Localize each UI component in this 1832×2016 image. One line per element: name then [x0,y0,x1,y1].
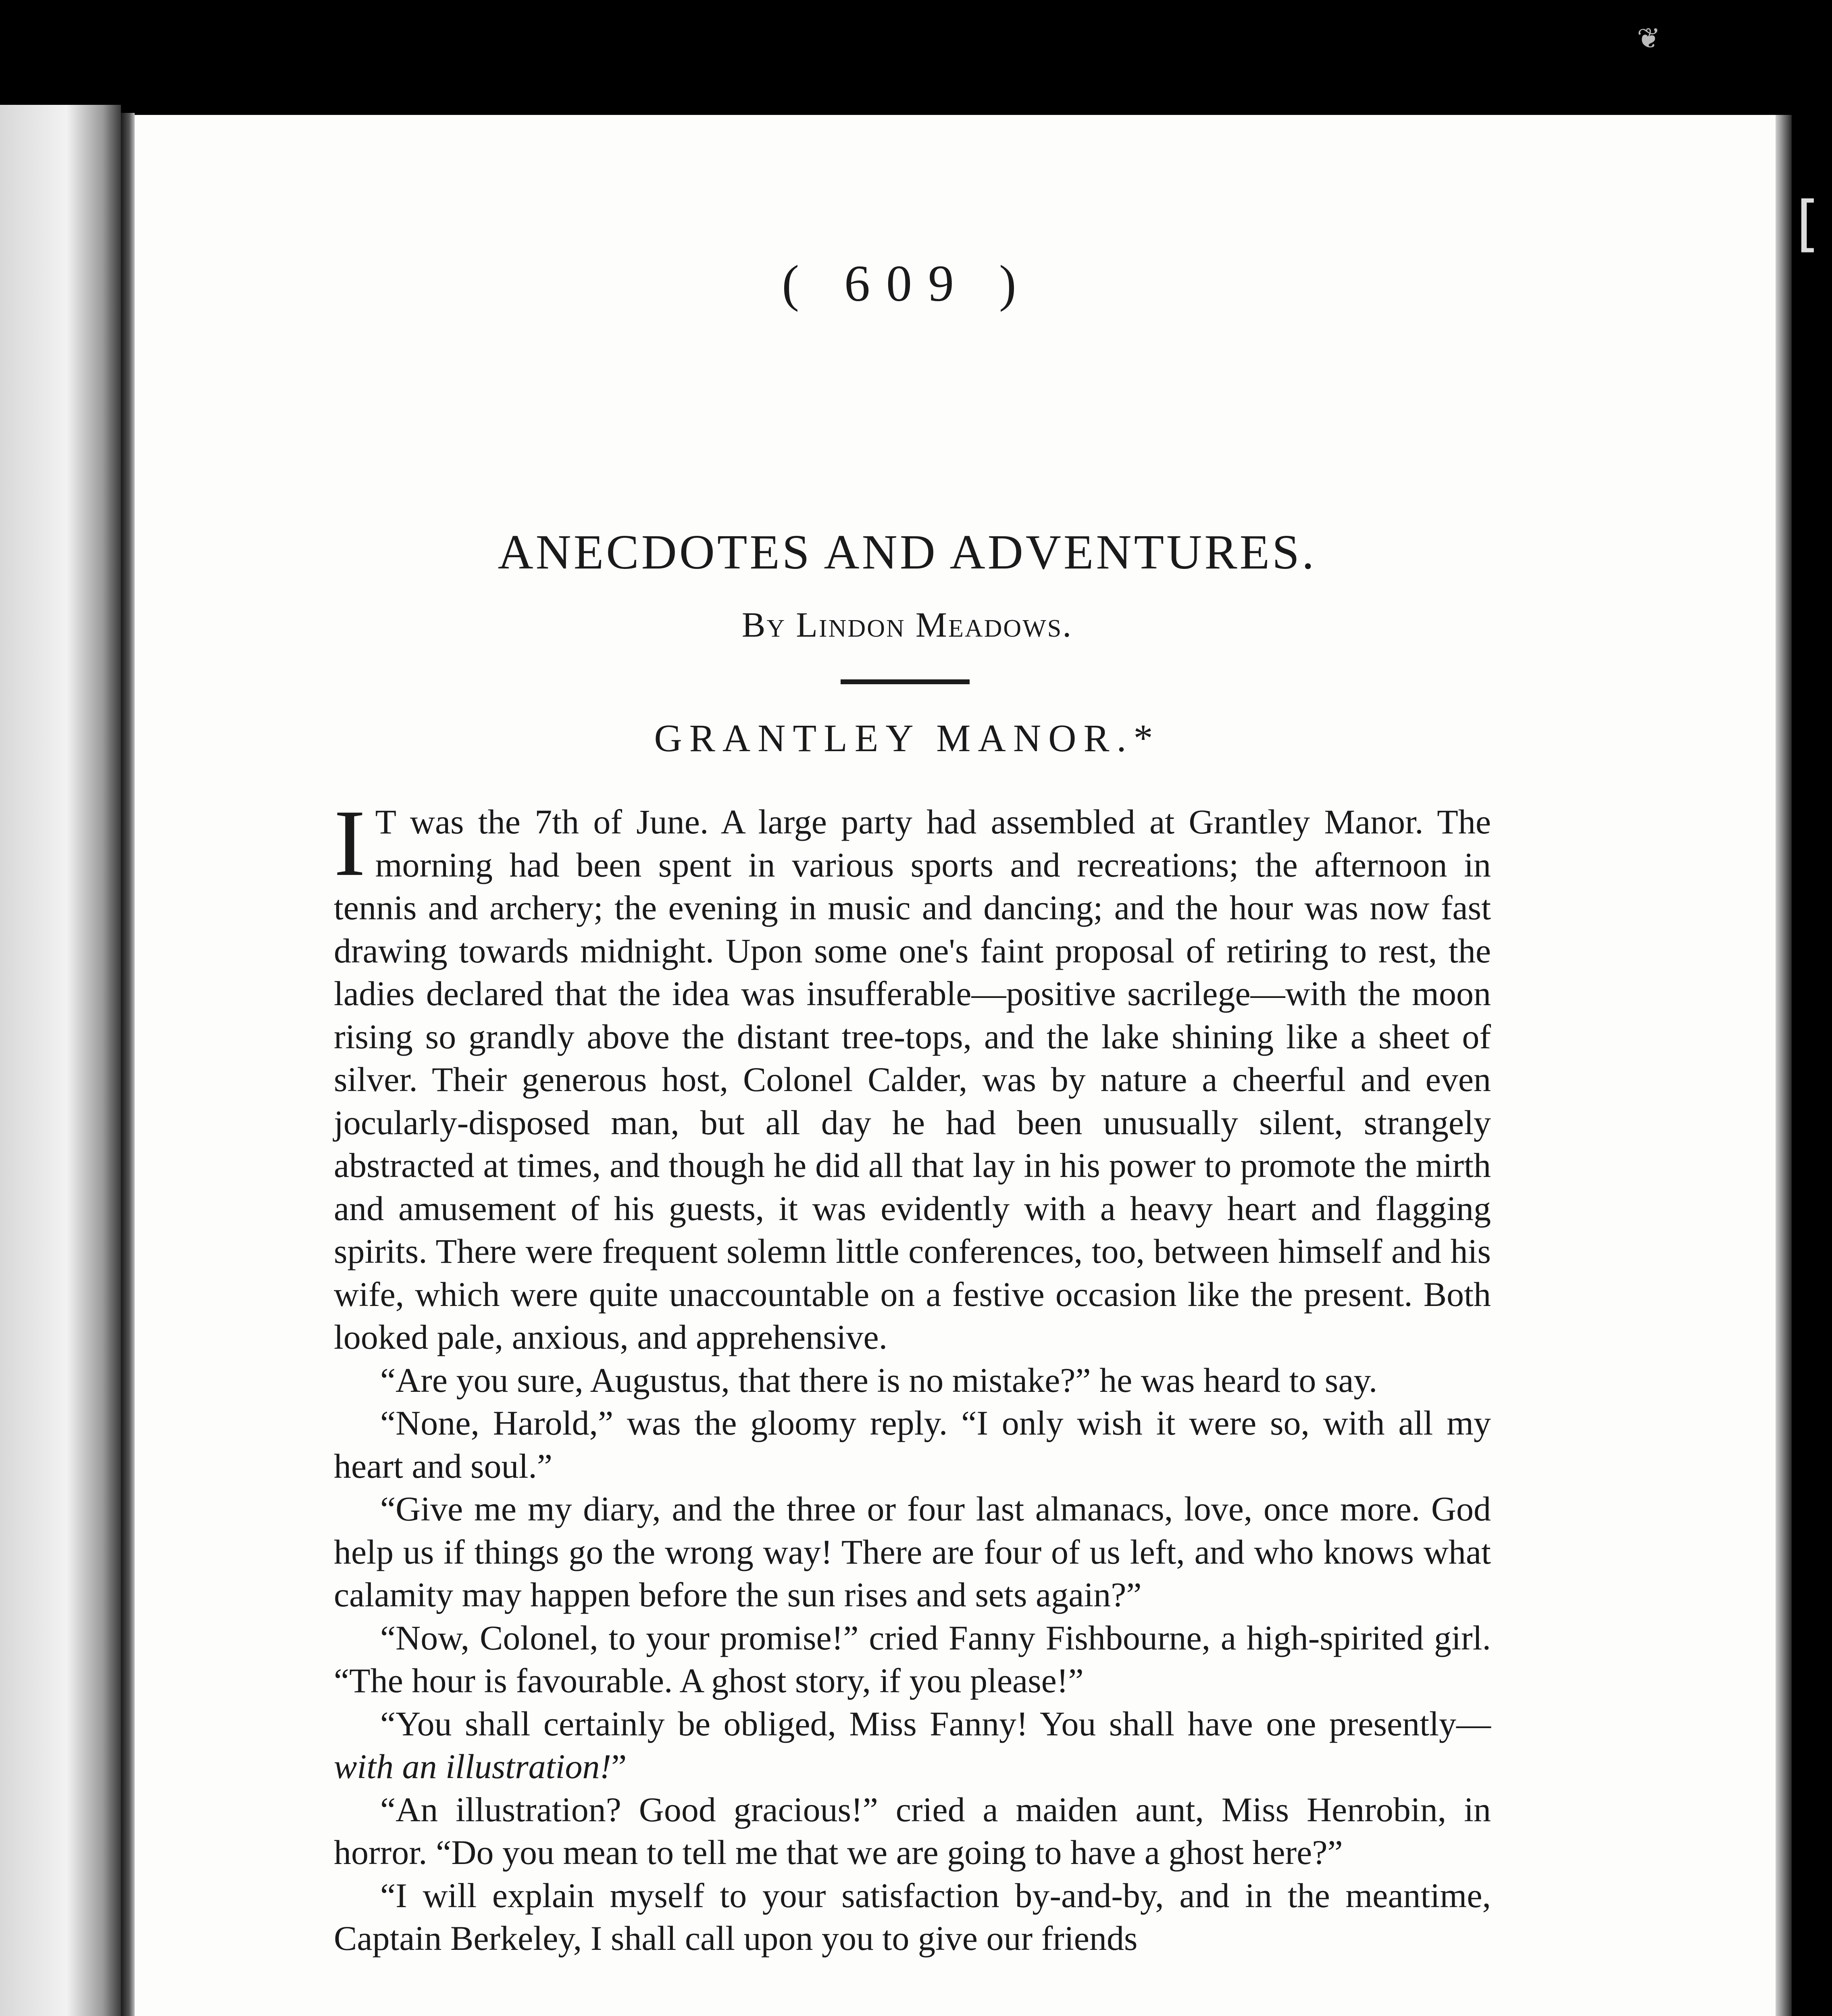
paragraph-text: T was the 7th of June. A large party had assembled at Grantley Manor. The morning had been spent in various sports and recreations; the afternoon in tennis and archery; the evening in music and dancing; and the hour was now fast drawing towards midnight. Upon some one's faint proposal of retiring to rest, the ladies declared that the idea was insufferable—positive sacrilege—with the moon rising so grandly above the distant tree-tops, and the lake shining like a sheet of silver. Their generous host, Colonel Calder, was by nature a cheerful and even jocularly-disposed man, but all day he had been unusually silent, strangely abstracted at times, and though he did all that lay in his power to promote the mirth and amusement of his guests, it was evidently with a heavy heart and flagging spirits. There were frequent solemn little conferences, too, between himself and his wife, which were quite unaccountable on a festive occasion like the present. Both looked pale, anxious, and apprehensive. [334,802,1491,1356]
edge-bracket-icon: [ [1796,189,1820,259]
author-byline: By Lindon Meadows. [741,606,1073,645]
paragraph [334,1702,1491,1788]
scan-artifact-icon: ❦ [1637,22,1661,55]
article-title: ANECDOTES AND ADVENTURES. [498,525,1317,579]
paragraph: “Now, Colonel, to your promise!” cried Fanny Fishbourne, a high-spirited girl. “The hour is favourable. A ghost story, if you please!” [334,1618,1491,1700]
drop-cap: I [334,791,366,896]
article-body [334,791,1491,1960]
paragraph-text: “You shall certainly be obliged, Miss Fanny! You shall have one presently— [380,1704,1491,1743]
book-gutter [121,113,135,2016]
closing-quote: ” [611,1747,627,1786]
left-page-edge [0,105,121,2016]
page-number: ( 609 ) [782,255,1033,312]
paragraph-opening [334,791,1491,1359]
paragraph: “An illustration? Good gracious!” cried a maiden aunt, Miss Henrobin, in horror. “Do you mean to tell me that we are going to have a ghost here?” [334,1790,1491,1872]
paragraph: “None, Harold,” was the gloomy reply. “I only wish it were so, with all my heart and soul.” [334,1404,1491,1485]
section-title: GRANTLEY MANOR.* [654,716,1160,760]
italic-phrase: with an illustration! [334,1747,612,1786]
paragraph: “I will explain myself to your satisfaction by-and-by, and in the meantime, Captain Berkeley, I shall call upon you to give our friends [334,1876,1491,1958]
paragraph: “Give me my diary, and the three or four last almanacs, love, once more. God help us if things go the wrong way! There are four of us left, and who knows what calamity may happen before the sun rises and sets again?” [334,1489,1491,1614]
title-divider [841,679,970,684]
paragraph: “Are you sure, Augustus, that there is no mistake?” he was heard to say. [380,1360,1378,1400]
page-edge-shadow [1776,115,1792,2016]
